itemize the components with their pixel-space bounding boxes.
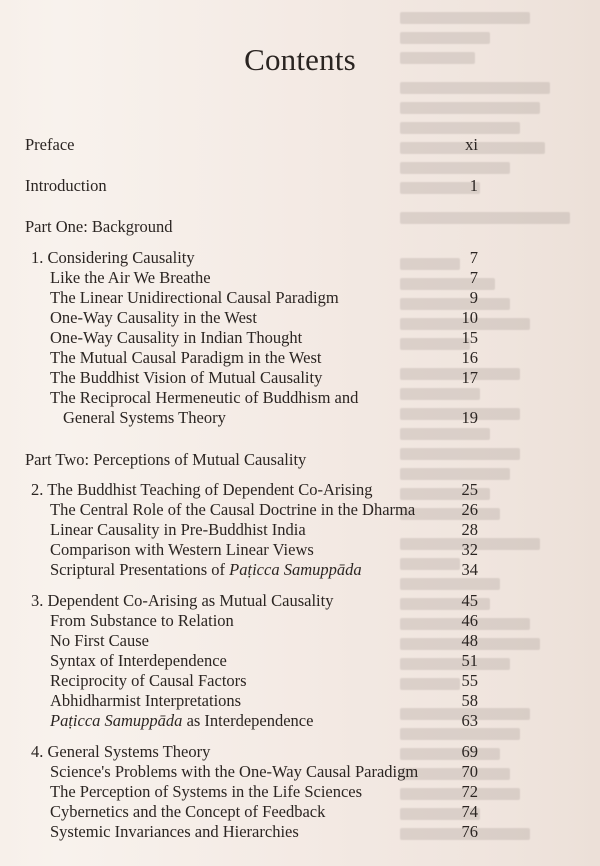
section-label <box>50 711 313 731</box>
entry-page: xi <box>465 135 478 154</box>
entry-label: Introduction <box>25 176 107 195</box>
section-page: 63 <box>461 711 478 730</box>
toc-section[interactable] <box>0 268 600 288</box>
section-page: 16 <box>461 348 478 367</box>
toc-entry-introduction[interactable] <box>0 176 600 196</box>
section-label: No First Cause <box>50 631 149 650</box>
toc-entry-preface[interactable] <box>0 135 600 155</box>
section-label: Reciprocity of Causal Factors <box>50 671 247 690</box>
toc-section[interactable] <box>0 368 600 388</box>
toc-section[interactable] <box>0 611 600 631</box>
toc-section[interactable] <box>0 671 600 691</box>
section-label: The Mutual Causal Paradigm in the West <box>50 348 322 367</box>
toc-chapter-1[interactable] <box>0 248 600 268</box>
section-page: 26 <box>461 500 478 519</box>
section-page: 7 <box>469 268 478 287</box>
toc-section[interactable] <box>0 560 600 580</box>
section-page: 46 <box>461 611 478 630</box>
toc-section[interactable] <box>0 308 600 328</box>
section-label: Syntax of Interdependence <box>50 651 227 670</box>
section-page: 15 <box>461 328 478 347</box>
section-label: Science's Problems with the One-Way Causal Paradigm <box>50 762 419 781</box>
section-label: The Central Role of the Causal Doctrine in the Dharma <box>50 500 416 519</box>
section-label: One-Way Causality in Indian Thought <box>50 328 303 347</box>
toc-section[interactable] <box>0 782 600 802</box>
chapter-page: 69 <box>461 742 478 761</box>
section-page: 74 <box>461 802 478 821</box>
section-label-italic: Paṭicca Samuppāda <box>50 711 183 730</box>
toc-section[interactable] <box>0 328 600 348</box>
section-label: Comparison with Western Linear Views <box>50 540 314 559</box>
chapter-page: 45 <box>461 591 478 610</box>
section-label-continued: General Systems Theory <box>63 408 226 427</box>
toc-section[interactable] <box>0 691 600 711</box>
section-label: Linear Causality in Pre-Buddhist India <box>50 520 306 539</box>
section-page: 70 <box>461 762 478 781</box>
section-label: From Substance to Relation <box>50 611 234 630</box>
section-page: 19 <box>461 408 478 427</box>
section-label: Like the Air We Breathe <box>50 268 211 287</box>
part-heading-two <box>0 450 600 470</box>
toc-section-continued[interactable] <box>0 408 600 428</box>
chapter-label: 4. General Systems Theory <box>31 742 211 761</box>
toc-section[interactable] <box>0 520 600 540</box>
chapter-label: 3. Dependent Co-Arising as Mutual Causality <box>31 591 334 610</box>
section-page: 28 <box>461 520 478 539</box>
toc-section[interactable] <box>0 540 600 560</box>
section-label: One-Way Causality in the West <box>50 308 257 327</box>
part-title: Part One: Background <box>25 217 173 236</box>
toc-section[interactable] <box>0 631 600 651</box>
toc-section[interactable] <box>0 822 600 842</box>
section-page: 48 <box>461 631 478 650</box>
section-page: 51 <box>461 651 478 670</box>
section-label: Abhidharmist Interpretations <box>50 691 242 710</box>
section-page: 9 <box>469 288 478 307</box>
chapter-page: 25 <box>461 480 478 499</box>
page-title: Contents <box>244 42 356 77</box>
part-heading-one <box>0 217 600 237</box>
section-label <box>50 560 362 580</box>
section-page: 32 <box>461 540 478 559</box>
bleed-through-text <box>400 0 600 866</box>
part-title: Part Two: Perceptions of Mutual Causality <box>25 450 307 469</box>
section-label-italic: Paṭicca Samuppāda <box>229 560 362 579</box>
section-label-text: Scriptural Presentations of <box>50 560 230 579</box>
section-label-text: as Interdependence <box>182 711 314 730</box>
toc-section[interactable] <box>0 651 600 671</box>
section-label: The Linear Unidirectional Causal Paradigm <box>50 288 339 307</box>
section-label: The Buddhist Vision of Mutual Causality <box>50 368 323 387</box>
entry-page: 1 <box>469 176 478 195</box>
chapter-label: 1. Considering Causality <box>31 248 195 267</box>
chapter-label: 2. The Buddhist Teaching of Dependent Co-Arising <box>31 480 373 499</box>
section-page: 10 <box>461 308 478 327</box>
toc-chapter-2[interactable] <box>0 480 600 500</box>
section-page: 58 <box>461 691 478 710</box>
section-page: 55 <box>461 671 478 690</box>
section-label: Systemic Invariances and Hierarchies <box>50 822 299 841</box>
section-page: 72 <box>461 782 478 801</box>
toc-section[interactable] <box>0 388 600 408</box>
section-page: 17 <box>461 368 478 387</box>
toc-chapter-4[interactable] <box>0 742 600 762</box>
section-label: Cybernetics and the Concept of Feedback <box>50 802 326 821</box>
toc-section[interactable] <box>0 348 600 368</box>
section-page: 34 <box>461 560 478 579</box>
chapter-page: 7 <box>469 248 478 267</box>
toc-section[interactable] <box>0 288 600 308</box>
section-label: The Reciprocal Hermeneutic of Buddhism and <box>50 388 359 407</box>
toc-section[interactable] <box>0 762 600 782</box>
section-page: 76 <box>461 822 478 841</box>
section-label: The Perception of Systems in the Life Sciences <box>50 782 363 801</box>
toc-section[interactable] <box>0 711 600 731</box>
toc-chapter-3[interactable] <box>0 591 600 611</box>
entry-label: Preface <box>25 135 75 154</box>
toc-section[interactable] <box>0 500 600 520</box>
toc-section[interactable] <box>0 802 600 822</box>
